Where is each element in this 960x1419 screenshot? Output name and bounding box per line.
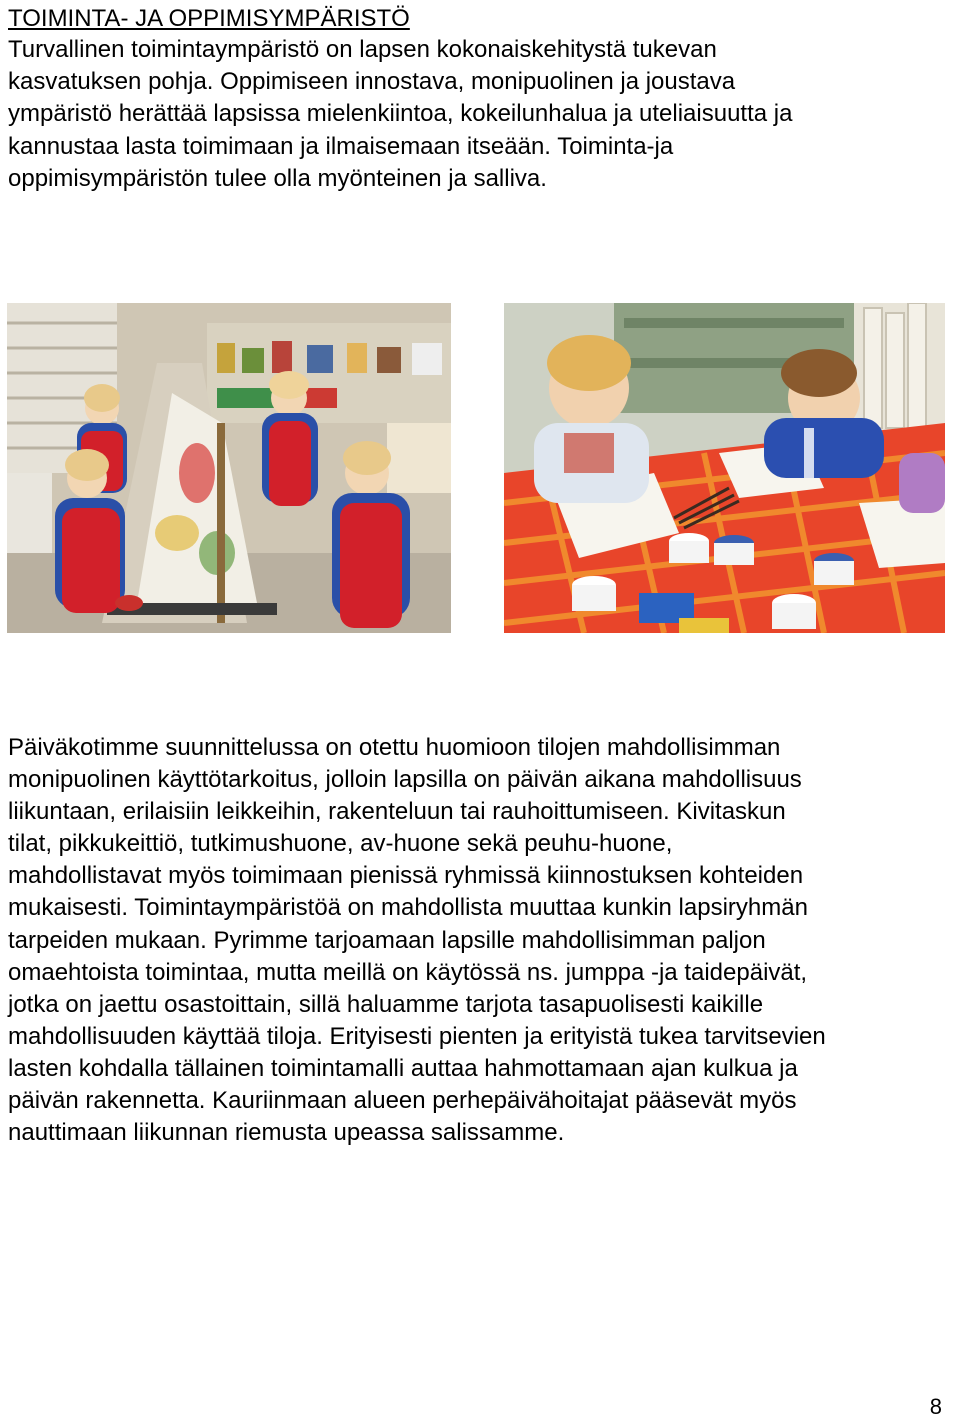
- table-painting-photo: [504, 303, 945, 633]
- easel-painting-illustration: [7, 303, 451, 633]
- section-heading: TOIMINTA- JA OPPIMISYMPÄRISTÖ: [8, 5, 410, 32]
- intro-line: oppimisympäristön tulee olla myönteinen ja salliva.: [8, 164, 547, 192]
- body-line: omaehtoista toimintaa, mutta meillä on käytössä ns. jumppa -ja taidepäivät,: [8, 958, 808, 986]
- intro-line: kannustaa lasta toimimaan ja ilmaisemaan itseään. Toiminta-ja: [8, 132, 674, 160]
- body-line: liikuntaan, erilaisiin leikkeihin, rakenteluun tai rauhoittumiseen. Kivitaskun: [8, 798, 786, 826]
- page-number: 8: [929, 1394, 942, 1419]
- body-line: lasten kohdalla tällainen toimintamalli auttaa hahmottamaan ajan kulkua ja: [8, 1054, 798, 1082]
- intro-line: ympäristö herättää lapsissa mielenkiintoa, kokeilunhalua ja uteliaisuutta ja: [8, 100, 793, 128]
- body-line: jotka on jaettu osastoittain, sillä haluamme tarjota tasapuolisesti kaikille: [8, 990, 764, 1018]
- intro-line: kasvatuksen pohja. Oppimiseen innostava, monipuolinen ja joustava: [8, 68, 736, 96]
- intro-line: Turvallinen toimintaympäristö on lapsen kokonaiskehitystä tukevan: [8, 36, 717, 63]
- body-line: Päiväkotimme suunnittelussa on otettu huomioon tilojen mahdollisimman: [8, 734, 781, 761]
- body-paragraph: [8, 732, 948, 1149]
- easel-painting-photo: [7, 303, 451, 633]
- body-line: monipuolinen käyttötarkoitus, jolloin lapsilla on päivän aikana mahdollisuus: [8, 766, 802, 794]
- body-line: tilat, pikkukeittiö, tutkimushuone, av-huone sekä peuhu-huone,: [8, 830, 673, 858]
- intro-paragraph: [8, 34, 938, 195]
- body-line: mahdollistavat myös toimimaan pienissä ryhmissä kiinnostuksen kohteiden: [8, 862, 804, 890]
- body-line: tarpeiden mukaan. Pyrimme tarjoamaan lapsille mahdollisimman paljon: [8, 926, 766, 954]
- body-line: mukaisesti. Toimintaympäristöä on mahdollista muuttaa kunkin lapsiryhmän: [8, 894, 808, 922]
- table-painting-illustration: [504, 303, 945, 633]
- body-line: nauttimaan liikunnan riemusta upeassa salissamme.: [8, 1119, 565, 1147]
- body-line: päivän rakennetta. Kauriinmaan alueen perhepäivähoitajat pääsevät myös: [8, 1087, 797, 1115]
- body-line: mahdollisuuden käyttää tiloja. Erityisesti pienten ja erityistä tukea tarvitsevien: [8, 1022, 826, 1050]
